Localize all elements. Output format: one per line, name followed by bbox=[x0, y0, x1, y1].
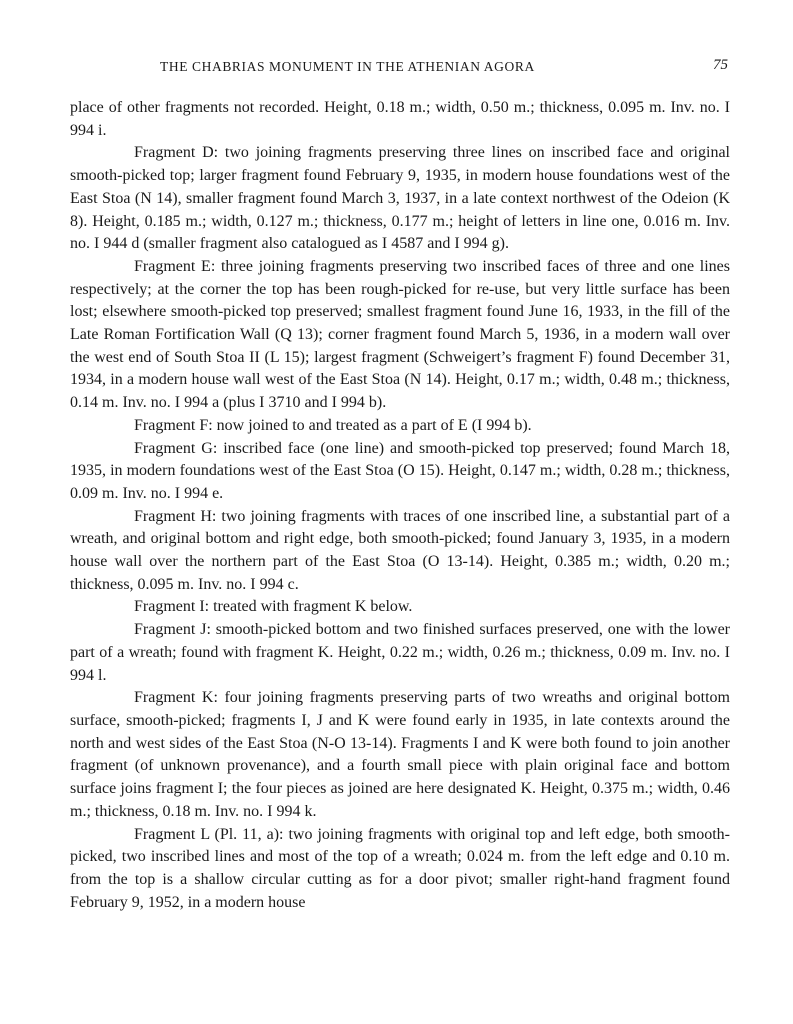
paragraph-continuation: place of other fragments not recorded. Height, 0.18 m.; width, 0.50 m.; thickness, 0.095 m. Inv. no. I 994 i. bbox=[70, 99, 730, 139]
journal-page bbox=[70, 55, 730, 914]
running-head bbox=[70, 55, 730, 83]
paragraph-fragment-h: Fragment H: two joining fragments with traces of one inscribed line, a substantial part of a wreath, and original bottom and right edge, both smooth-picked; found January 3, 1935, in a modern house wall over the northern part of the East Stoa (O 13-14). Height, 0.385 m.; width, 0.20 m.; thickness, 0.095 m. Inv. no. I 994 c. bbox=[70, 507, 730, 593]
paragraph-fragment-f: Fragment F: now joined to and treated as a part of E (I 994 b). bbox=[134, 416, 532, 434]
paragraph-fragment-j: Fragment J: smooth-picked bottom and two finished surfaces preserved, one with the lower part of a wreath; found with fragment K. Height, 0.22 m.; width, 0.26 m.; thickness, 0.09 m. Inv. no. I 994 l. bbox=[70, 621, 730, 684]
paragraph-fragment-d: Fragment D: two joining fragments preserving three lines on inscribed face and original smooth-picked top; larger fragment found February 9, 1935, in modern house foundations west of the East Stoa (N 14), smaller fragment found March 3, 1937, in a late context northwest of the Odeion (K 8). Height, 0.185 m.; width, 0.127 m.; thickness, 0.177 m.; height of letters in line one, 0.016 m. Inv. no. I 944 d (smaller fragment also catalogued as I 4587 and I 994 g). bbox=[70, 144, 730, 253]
paragraph-fragment-k: Fragment K: four joining fragments preserving parts of two wreaths and original bottom surface, smooth-picked; fragments I, J and K were found early in 1935, in late contexts around the north and west sides of the East Stoa (N-O 13-14). Fragments I and K were both found to join another fragment (of unknown provenance), and a fourth small piece with plain original face and bottom surface joins fragment I; the four pieces as joined are here designated K. Height, 0.375 m.; width, 0.46 m.; thickness, 0.18 m. Inv. no. I 994 k. bbox=[70, 689, 730, 820]
page-number: 75 bbox=[713, 57, 728, 73]
paragraph-fragment-l: Fragment L (Pl. 11, a): two joining fragments with original top and left edge, both smooth-picked, two inscribed lines and most of the top of a wreath; 0.024 m. from the left edge and 0.10 m. from the top is a shallow circular cutting as for a door pivot; smaller right-hand fragment found February 9, 1952, in a modern house bbox=[70, 825, 730, 911]
body-text bbox=[70, 97, 730, 914]
paragraph-fragment-g: Fragment G: inscribed face (one line) and smooth-picked top preserved; found March 18, 1935, in modern foundations west of the East Stoa (O 15). Height, 0.147 m.; width, 0.28 m.; thickness, 0.09 m. Inv. no. I 994 e. bbox=[70, 439, 730, 502]
running-title: THE CHABRIAS MONUMENT IN THE ATHENIAN AGORA bbox=[160, 59, 535, 74]
paragraph-fragment-i: Fragment I: treated with fragment K below. bbox=[134, 598, 413, 616]
paragraph-fragment-e: Fragment E: three joining fragments preserving two inscribed faces of three and one lines respectively; at the corner the top has been rough-picked for re-use, but very little surface has been lost; elsewhere smooth-picked top preserved; smallest fragment found June 16, 1933, in the fill of the Late Roman Fortification Wall (Q 13); corner fragment found March 5, 1936, in a modern wall over the west end of South Stoa II (L 15); largest fragment (Schweigert’s fragment F) found December 31, 1934, in a modern house wall west of the East Stoa (N 14). Height, 0.17 m.; width, 0.48 m.; thickness, 0.14 m. Inv. no. I 994 a (plus I 3710 and I 994 b). bbox=[70, 257, 730, 412]
